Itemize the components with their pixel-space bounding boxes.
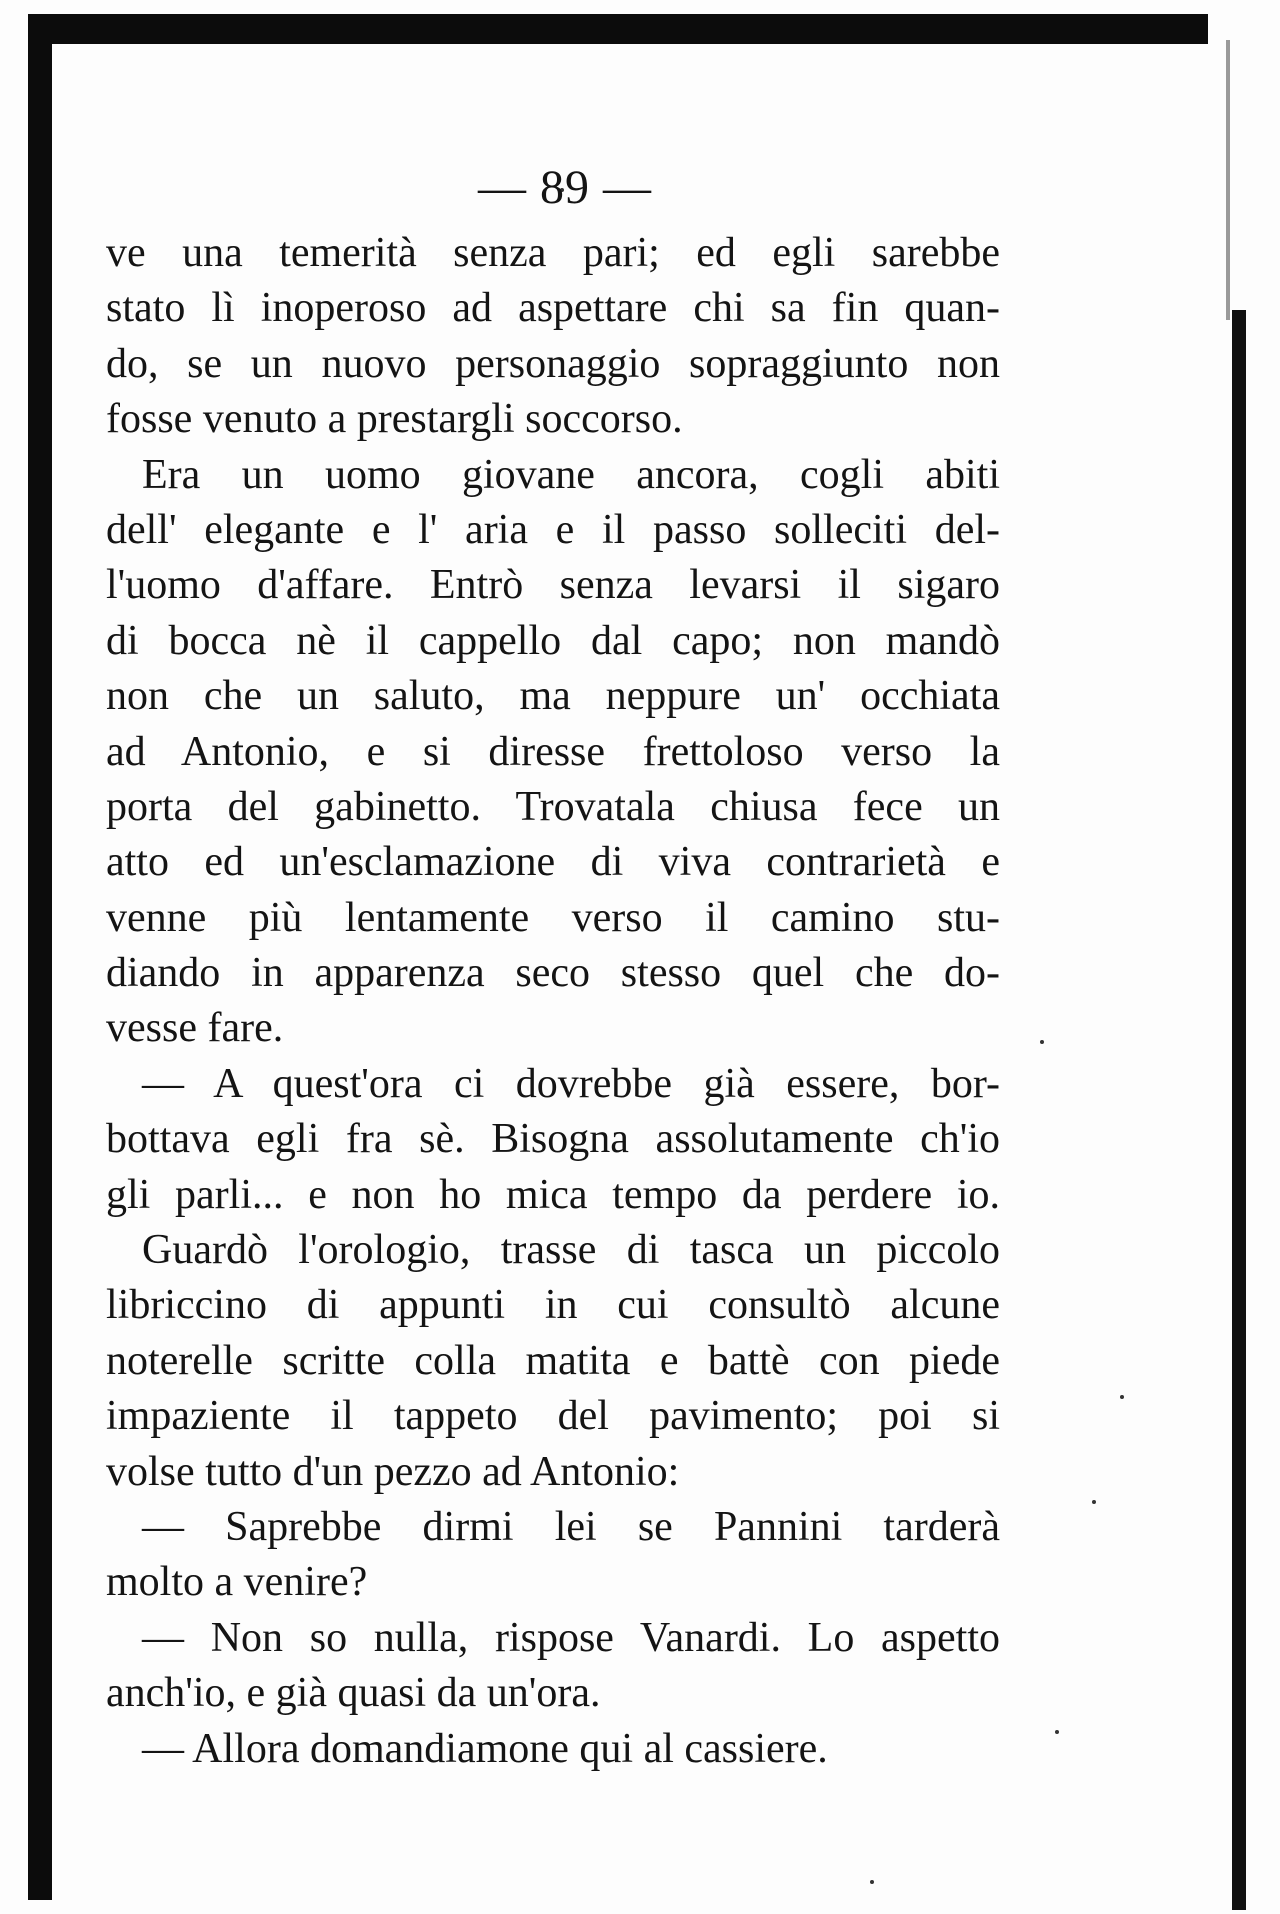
text-line: l'uomo d'affare. Entrò senza levarsi il sigaro: [106, 562, 1000, 609]
text-line: libriccino di appunti in cui consultò alcune: [106, 1282, 1000, 1329]
text-line: ad Antonio, e si diresse frettoloso verso la: [106, 728, 1000, 775]
scan-border-left: [28, 30, 52, 1900]
scan-speck: [1055, 1730, 1059, 1734]
text-line: anch'io, e già quasi da un'ora.: [106, 1670, 601, 1717]
text-line: — Saprebbe dirmi lei se Pannini tarderà: [142, 1503, 1000, 1550]
text-line: noterelle scritte colla matita e battè con piede: [106, 1337, 1000, 1384]
text-line: — Non so nulla, rispose Vanardi. Lo aspetto: [142, 1614, 1000, 1661]
text-line: impaziente il tappeto del pavimento; poi si: [106, 1393, 1000, 1440]
text-line: Era un uomo giovane ancora, cogli abiti: [142, 451, 1000, 498]
scan-speck: [1120, 1395, 1124, 1399]
text-line: vesse fare.: [106, 1005, 284, 1052]
text-line: ve una temerità senza pari; ed egli sarebbe: [106, 230, 1000, 276]
text-line: porta del gabinetto. Trovatala chiusa fece un: [106, 783, 1000, 830]
text-line: fosse venuto a prestargli soccorso.: [106, 396, 683, 443]
text-line: volse tutto d'un pezzo ad Antonio:: [106, 1448, 680, 1495]
scan-speck: [870, 1880, 874, 1884]
text-line: Guardò l'orologio, trasse di tasca un piccolo: [142, 1227, 1000, 1274]
scan-speck: [1040, 1040, 1044, 1044]
scan-border-right-thin: [1226, 40, 1230, 320]
text-line: atto ed un'esclamazione di viva contrarietà e: [106, 839, 1000, 886]
text-line: stato lì inoperoso ad aspettare chi sa fin quan-: [106, 285, 1000, 332]
text-line: non che un saluto, ma neppure un' occhiata: [106, 673, 1000, 720]
text-line: — Allora domandiamone qui al cassiere.: [142, 1725, 828, 1772]
text-line: do, se un nuovo personaggio sopraggiunto non: [106, 340, 1000, 387]
scan-speck: [1092, 1500, 1096, 1504]
text-line: venne più lentamente verso il camino stu-: [106, 894, 1000, 941]
scan-border-top: [28, 14, 1208, 44]
text-line: gli parli... e non ho mica tempo da perdere io.: [106, 1171, 1000, 1218]
page-number: — 89 —: [478, 161, 652, 214]
text-line: bottava egli fra sè. Bisogna assolutamente ch'io: [106, 1116, 1000, 1163]
text-line: dell' elegante e l' aria e il passo solleciti del-: [106, 506, 1000, 553]
text-line: molto a venire?: [106, 1559, 368, 1606]
text-line: — A quest'ora ci dovrebbe già essere, bor-: [142, 1060, 1000, 1107]
scan-border-right: [1232, 310, 1246, 1910]
text-line: di bocca nè il cappello dal capo; non mandò: [106, 617, 1000, 664]
body-text: [106, 226, 1000, 1777]
text-line: diando in apparenza seco stesso quel che do-: [106, 950, 1000, 997]
